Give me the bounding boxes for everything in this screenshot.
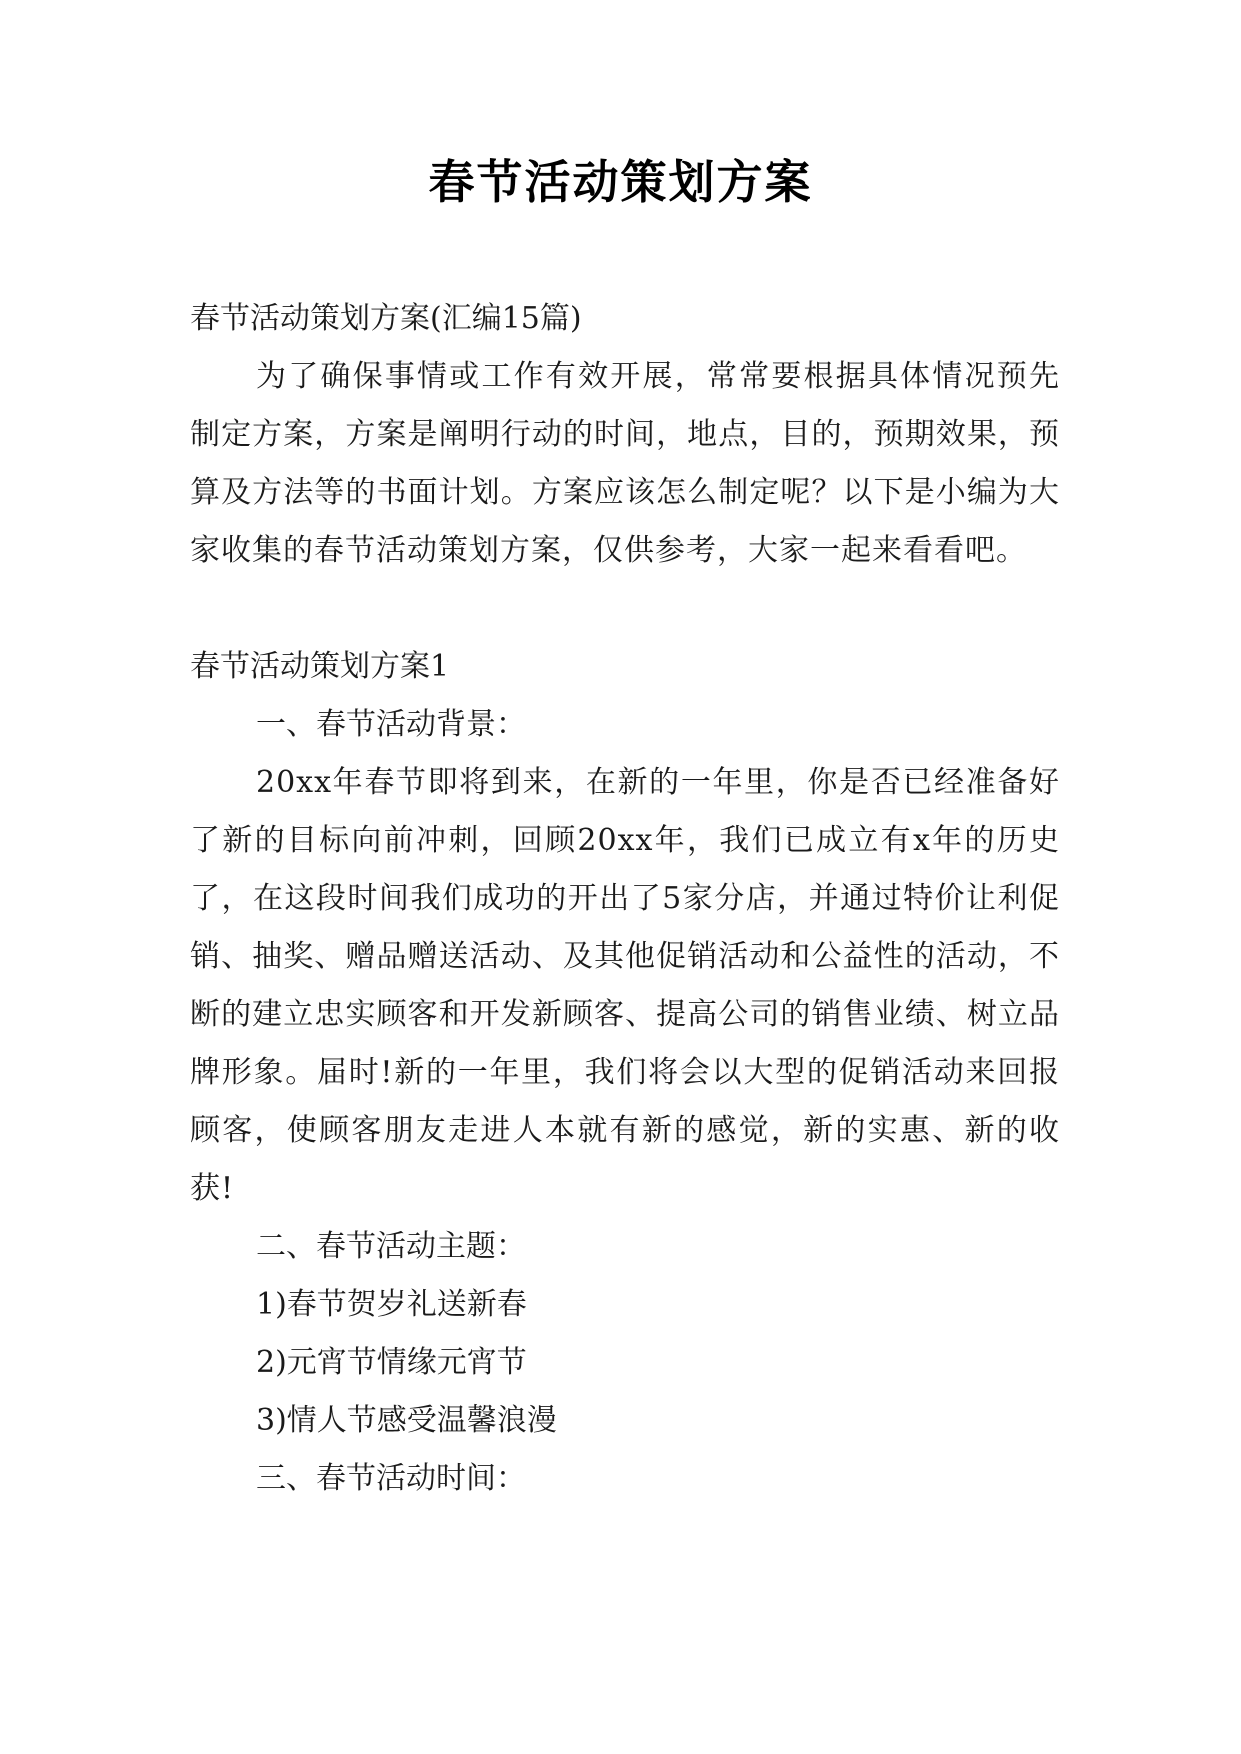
document-body: [190, 290, 1060, 1508]
background-heading: 一、春节活动背景：: [256, 707, 526, 742]
document-title: 春节活动策划方案: [428, 155, 813, 209]
document-subtitle: 春节活动策划方案(汇编15篇): [190, 301, 582, 336]
paragraph-spacer: [190, 580, 1060, 638]
theme-heading: 二、春节活动主题：: [256, 1229, 526, 1264]
section-heading: 春节活动策划方案1: [190, 649, 450, 684]
theme-list-item: 1)春节贺岁礼送新春: [256, 1287, 527, 1322]
theme-list-item: 3)情人节感受温馨浪漫: [256, 1403, 557, 1438]
time-heading: 三、春节活动时间：: [256, 1461, 526, 1496]
theme-list-item: 2)元宵节情缘元宵节: [256, 1345, 527, 1380]
intro-paragraph: 为了确保事情或工作有效开展，常常要根据具体情况预先制定方案，方案是阐明行动的时间，地点，目的，预期效果，预算及方法等的书面计划。方案应该怎么制定呢？以下是小编为大家收集的春节活动策划方案，仅供参考，大家一起来看看吧。: [190, 359, 1060, 568]
background-paragraph: 20xx年春节即将到来，在新的一年里，你是否已经准备好了新的目标向前冲刺，回顾20xx年，我们已成立有x年的历史了，在这段时间我们成功的开出了5家分店，并通过特价让利促销、抽奖、赠品赠送活动、及其他促销活动和公益性的活动，不断的建立忠实顾客和开发新顾客、提高公司的销售业绩、树立品牌形象。届时!新的一年里，我们将会以大型的促销活动来回报顾客，使顾客朋友走进人本就有新的感觉，新的实惠、新的收获!: [190, 765, 1060, 1206]
